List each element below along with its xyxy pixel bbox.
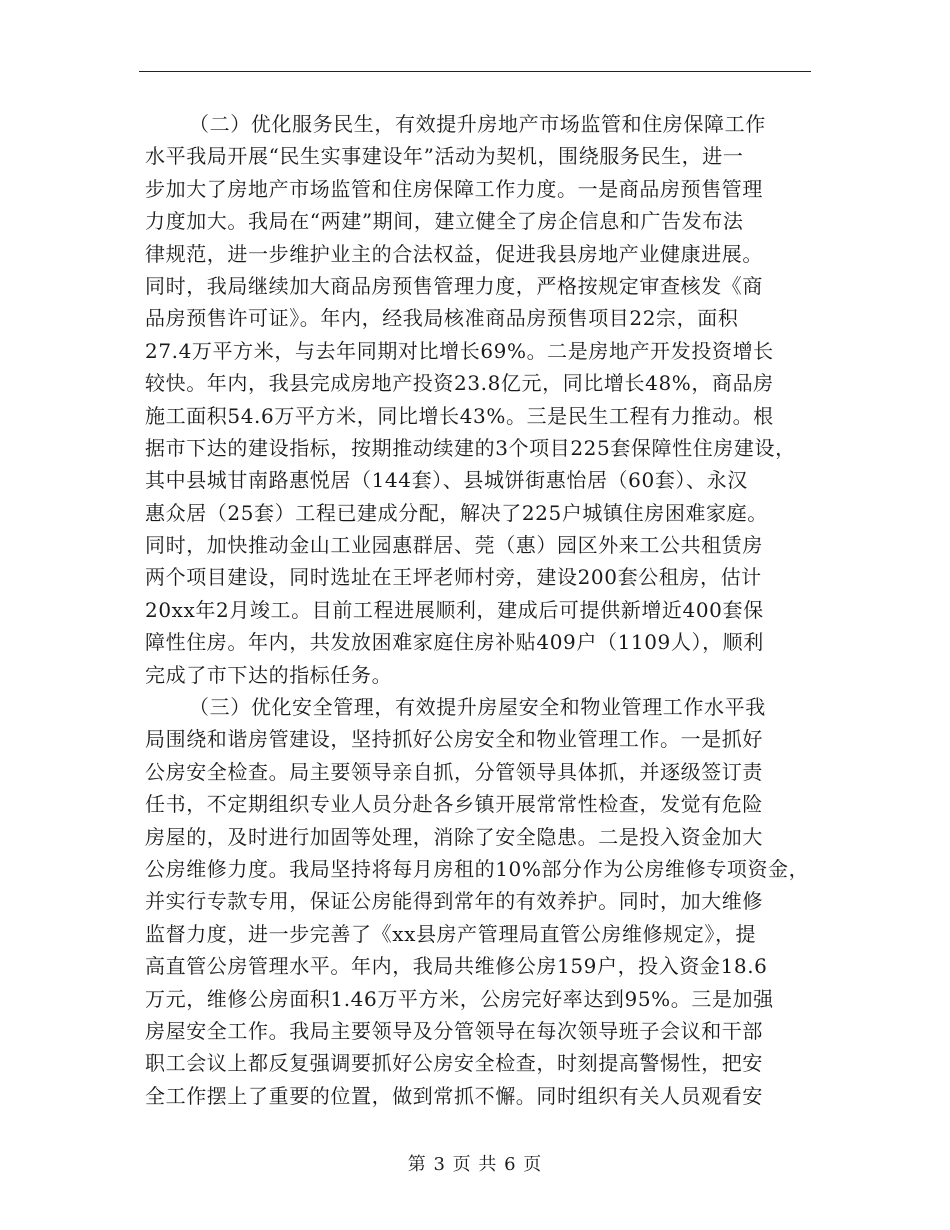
text-line: 万元，维修公房面积1.46万平方米，公房完好率达到95%。三是加强 xyxy=(145,986,774,1011)
text-line: 两个项目建设，同时选址在王坪老师村旁，建设200套公租房，估计 xyxy=(145,565,762,590)
text-line: 房屋的，及时进行加固等处理，消除了安全隐患。二是投入资金加大 xyxy=(145,824,763,849)
paragraph-housing-safety xyxy=(145,691,835,1112)
page-footer xyxy=(0,1150,950,1176)
header-rule xyxy=(139,71,811,72)
text-line: 职工会议上都反复强调要抓好公房安全检查，时刻提高警惕性，把安 xyxy=(145,1051,763,1076)
page-number: 第 3 页 共 6 页 xyxy=(407,1154,543,1175)
text-line: 同时，我局继续加大商品房预售管理力度，严格按规定审查核发《商 xyxy=(145,273,763,298)
text-line: （二）优化服务民生，有效提升房地产市场监管和住房保障工作 xyxy=(189,112,766,136)
text-line: 较快。年内，我县完成房地产投资23.8亿元，同比增长48%，商品房 xyxy=(145,371,774,396)
text-line: 局围绕和谐房管建设，坚持抓好公房安全和物业管理工作。一是抓好 xyxy=(145,727,763,752)
text-line: 力度加大。我局在“两建”期间，建立健全了房企信息和广告发布法 xyxy=(145,209,744,234)
text-line: 完成了市下达的指标任务。 xyxy=(145,662,393,687)
text-line: 惠众居（25套）工程已建成分配，解决了225户城镇住房困难家庭。 xyxy=(145,500,768,525)
text-line: 施工面积54.6万平方米，同比增长43%。三是民生工程有力推动。根 xyxy=(145,403,774,428)
text-line: 并实行专款专用，保证公房能得到常年的有效养护。同时，加大维修 xyxy=(145,889,763,914)
text-line: 监督力度，进一步完善了《xx县房产管理局直管公房维修规定》，提 xyxy=(145,921,757,946)
text-line: 高直管公房管理水平。年内，我局共维修公房159户，投入资金18.6 xyxy=(145,954,768,979)
text-line: 步加大了房地产市场监管和住房保障工作力度。一是商品房预售管理 xyxy=(145,176,763,201)
paragraph-housing-market xyxy=(145,108,835,691)
text-line: 障性住房。年内，共发放困难家庭住房补贴409户（1109人），顺利 xyxy=(145,630,764,655)
text-line: 公房安全检查。局主要领导亲自抓，分管领导具体抓，并逐级签订责 xyxy=(145,759,763,784)
document-body xyxy=(145,108,835,1112)
text-line: 20xx年2月竣工。目前工程进展顺利，建成后可提供新增近400套保 xyxy=(145,597,764,622)
text-line: 全工作摆上了重要的位置，做到常抓不懈。同时组织有关人员观看安 xyxy=(145,1083,763,1108)
text-line: 水平我局开展“民生实事建设年”活动为契机，围绕服务民生，进一 xyxy=(145,144,744,169)
text-line: 27.4万平方米，与去年同期对比增长69%。二是房地产开发投资增长 xyxy=(145,338,774,363)
text-line: 任书，不定期组织专业人员分赴各乡镇开展常常性检查，发觉有危险 xyxy=(145,792,763,817)
text-line: 律规范，进一步维护业主的合法权益，促进我县房地产业健康进展。 xyxy=(145,241,763,266)
text-line: 同时，加快推动金山工业园惠群居、莞（惠）园区外来工公共租赁房 xyxy=(145,533,763,558)
text-line: 品房预售许可证》。年内，经我局核准商品房预售项目22宗，面积 xyxy=(145,306,739,331)
text-line: 其中县城甘南路惠悦居（144套）、县城饼街惠怡居（60套）、永汉 xyxy=(145,468,748,493)
text-line: 据市下达的建设指标，按期推动续建的3个项目225套保障性住房建设， xyxy=(145,435,796,460)
text-line: 房屋安全工作。我局主要领导及分管领导在每次领导班子会议和干部 xyxy=(145,1018,763,1043)
text-line: 公房维修力度。我局坚持将每月房租的10%部分作为公房维修专项资金， xyxy=(145,856,810,881)
text-line: （三）优化安全管理，有效提升房屋安全和物业管理工作水平我 xyxy=(189,695,766,720)
